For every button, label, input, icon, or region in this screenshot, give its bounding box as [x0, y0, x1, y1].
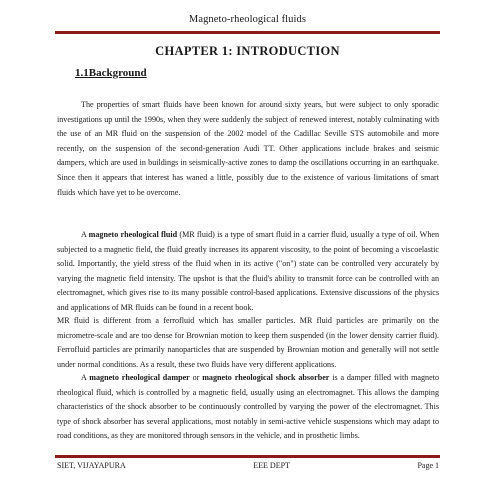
- paragraph-4-lead: A: [81, 373, 90, 382]
- term-mr-fluid: magneto rheological fluid: [88, 230, 178, 239]
- chapter-title: CHAPTER 1: INTRODUCTION: [155, 44, 340, 58]
- paragraph-3: MR fluid is different from a ferrofluid which has smaller particles. MR fluid particles are primarily on the micrometre-scale and are too dense for Brownian motion to keep them suspended (in the lower density carrier fluid). Ferrofluid particles are primarily nanoparticles that are suspended by Brownian motion and generally will not settle under normal conditions. As a result, these two fluids have very different applications.: [57, 316, 439, 369]
- footer-department: EEE DEPT: [253, 461, 290, 470]
- paragraph-1: The properties of smart fluids have been known for around sixty years, but were subject to only sporadic investigations up until the 1990s, when they were suddenly the subject of renewed interest, notably culminating with the use of an MR fluid on the suspension of the 2002 model of the Cadillac Seville STS automobile and more recently, on the suspension of the second-generation Audi TT. Other applications include brakes and seismic dampers, which are used in buildings in seismically-active zones to damp the oscillations occurring in an earthquake. Since then it appears that interest has waned a little, possibly due to the existence of various limitations of smart fluids which have yet to be overcome.: [57, 100, 439, 197]
- paragraph-4-body: is a damper filled with magneto rheological fluid, which is controlled by a magnetic field, usually using an electromagnet. This allows the damping characteristics of the shock absorber to be continuously controlled by varying the power of the electromagnet. This type of shock absorber has several applications, most notably in semi-active vehicle suspensions which may adapt to road conditions, as they are monitored through sensors in the vehicle, and in prosthetic limbs.: [57, 373, 439, 441]
- footer-institution: SIET, VIJAYAPURA: [57, 461, 126, 470]
- page-header: Magneto-rheological fluids: [188, 14, 307, 25]
- page-footer: [57, 461, 439, 470]
- paragraph-2-body: (MR fluid) is a type of smart fluid in a carrier fluid, usually a type of oil. When subjected to a magnetic field, the fluid greatly increases its apparent viscosity, to the point of becoming a viscoelastic solid. Importantly, the yield stress of the fluid when in its active ("on") state can be controlled very accurately by varying the magnetic field intensity. The upshot is that the fluid's ability to transmit force can be controlled with an electromagnet, which gives rise to its many possible control-based applications. Extensive discussions of the physics and applications of MR fluids can be found in a recent book.: [57, 230, 440, 312]
- term-mr-shock-absorber: magneto rheological shock absorber: [202, 373, 330, 382]
- paragraph-4: [57, 371, 439, 444]
- paragraph-2: [57, 228, 439, 316]
- paragraph-2-lead: A: [81, 230, 89, 239]
- paragraph-4-or: or: [189, 373, 203, 382]
- footer-page-number: Page 1: [417, 461, 439, 470]
- section-heading: 1.1Background: [75, 67, 147, 79]
- footer-rule: [55, 455, 440, 458]
- term-mr-damper: magneto rheological damper: [89, 373, 190, 382]
- header-rule: [55, 31, 440, 34]
